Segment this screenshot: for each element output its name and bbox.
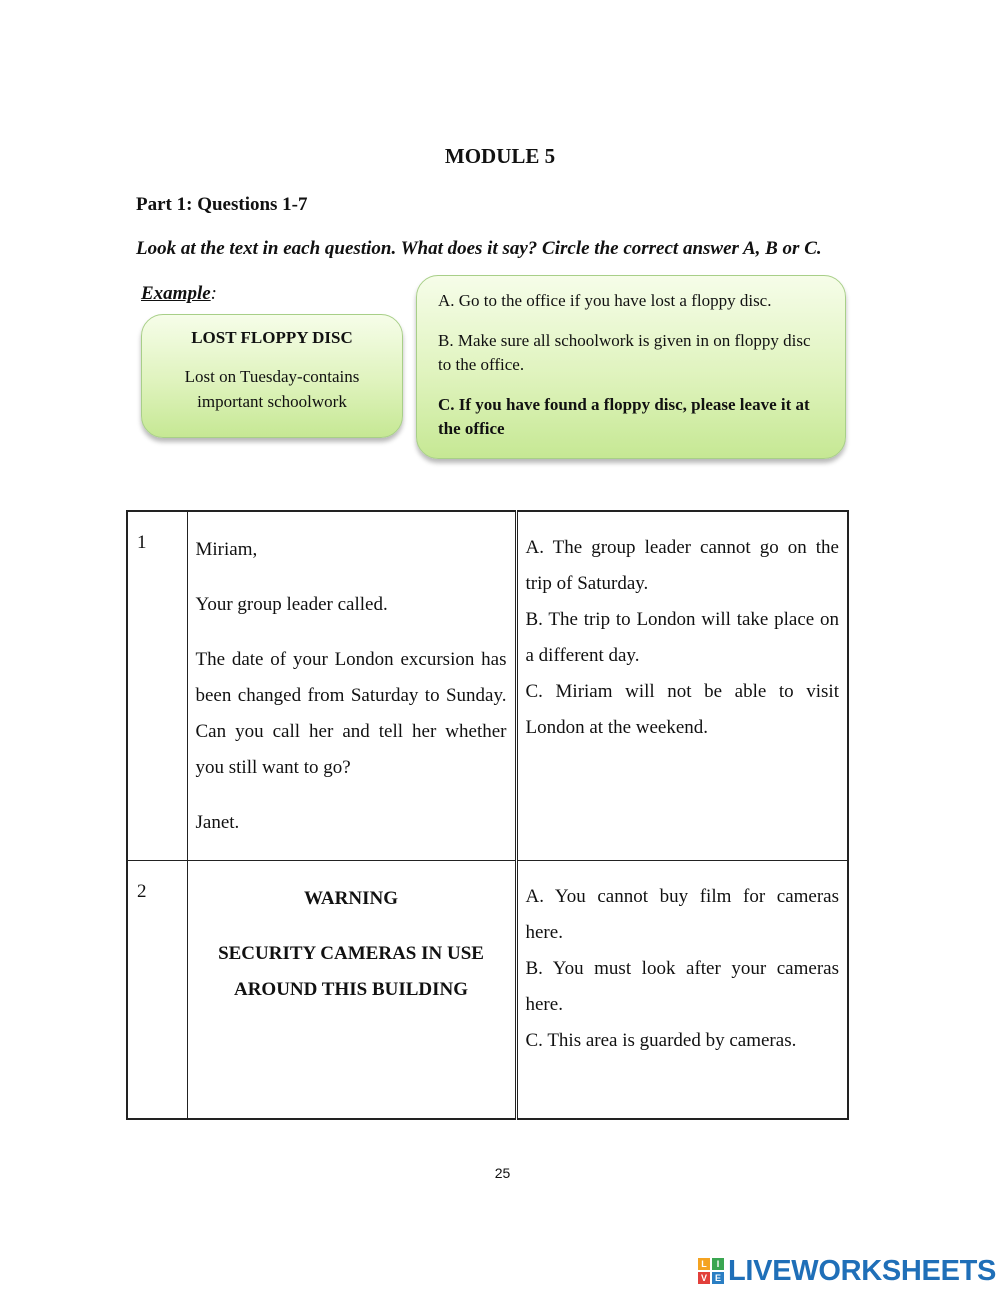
q1-message: The date of your London excursion has been changed from Saturday to Sunday. Can you call her and tell her whether you still want to go?: [195, 649, 507, 778]
q2-warning-title: WARNING: [304, 888, 398, 909]
question-row-2: [127, 861, 848, 1120]
q1-line-1: Your group leader called.: [195, 594, 388, 615]
part-heading: Part 1: Questions 1-7: [136, 194, 308, 215]
q2-option-a[interactable]: A. You cannot buy film for cameras here.: [525, 886, 839, 943]
logo-text: LIVEWORKSHEETS: [728, 1254, 997, 1287]
instruction-text: Look at the text in each question. What does it say? Circle the correct answer A, B or C.: [136, 238, 822, 259]
question-number-2: 2: [127, 861, 187, 1120]
logo-square-e: E: [712, 1272, 724, 1284]
example-option-a: A. Go to the office if you have lost a floppy disc.: [438, 291, 772, 310]
example-word: Example: [141, 283, 211, 304]
logo-square-i: I: [712, 1258, 724, 1270]
example-label: [141, 283, 217, 305]
example-option-b: B. Make sure all schoolwork is given in on floppy disc to the office.: [438, 331, 811, 374]
logo-square-v: V: [698, 1272, 710, 1284]
example-notice-body: Lost on Tuesday-contains important schoolwork: [184, 367, 360, 411]
question-table: [126, 510, 849, 1120]
page-title: MODULE 5: [444, 144, 556, 168]
q1-salutation: Miriam,: [195, 539, 258, 560]
q1-option-c[interactable]: C. Miriam will not be able to visit London at the weekend.: [525, 681, 839, 738]
question-row-1: [127, 511, 848, 861]
question-options-1: [516, 511, 848, 861]
example-notice-box: [141, 314, 403, 438]
liveworksheets-logo: [698, 1254, 996, 1288]
logo-squares-icon: [698, 1258, 724, 1284]
example-colon: :: [210, 283, 217, 304]
q2-warning-body: SECURITY CAMERAS IN USE AROUND THIS BUILDING: [218, 943, 484, 1000]
q1-option-a[interactable]: A. The group leader cannot go on the trip of Saturday.: [525, 537, 839, 594]
example-option-c: C. If you have found a floppy disc, please leave it at the office: [438, 395, 810, 438]
question-text-1: [187, 511, 516, 861]
question-text-2: [187, 861, 516, 1120]
question-options-2: [516, 861, 848, 1120]
q2-option-b[interactable]: B. You must look after your cameras here.: [525, 958, 839, 1015]
question-number-1: 1: [127, 511, 187, 861]
example-options-box: [416, 275, 846, 459]
q2-option-c[interactable]: C. This area is guarded by cameras.: [525, 1030, 797, 1051]
example-notice-title: LOST FLOPPY DISC: [191, 328, 353, 347]
logo-square-l: L: [698, 1258, 710, 1270]
q1-signature: Janet.: [195, 812, 240, 833]
page-number: 25: [494, 1165, 511, 1181]
q1-option-b[interactable]: B. The trip to London will take place on a different day.: [525, 609, 839, 666]
